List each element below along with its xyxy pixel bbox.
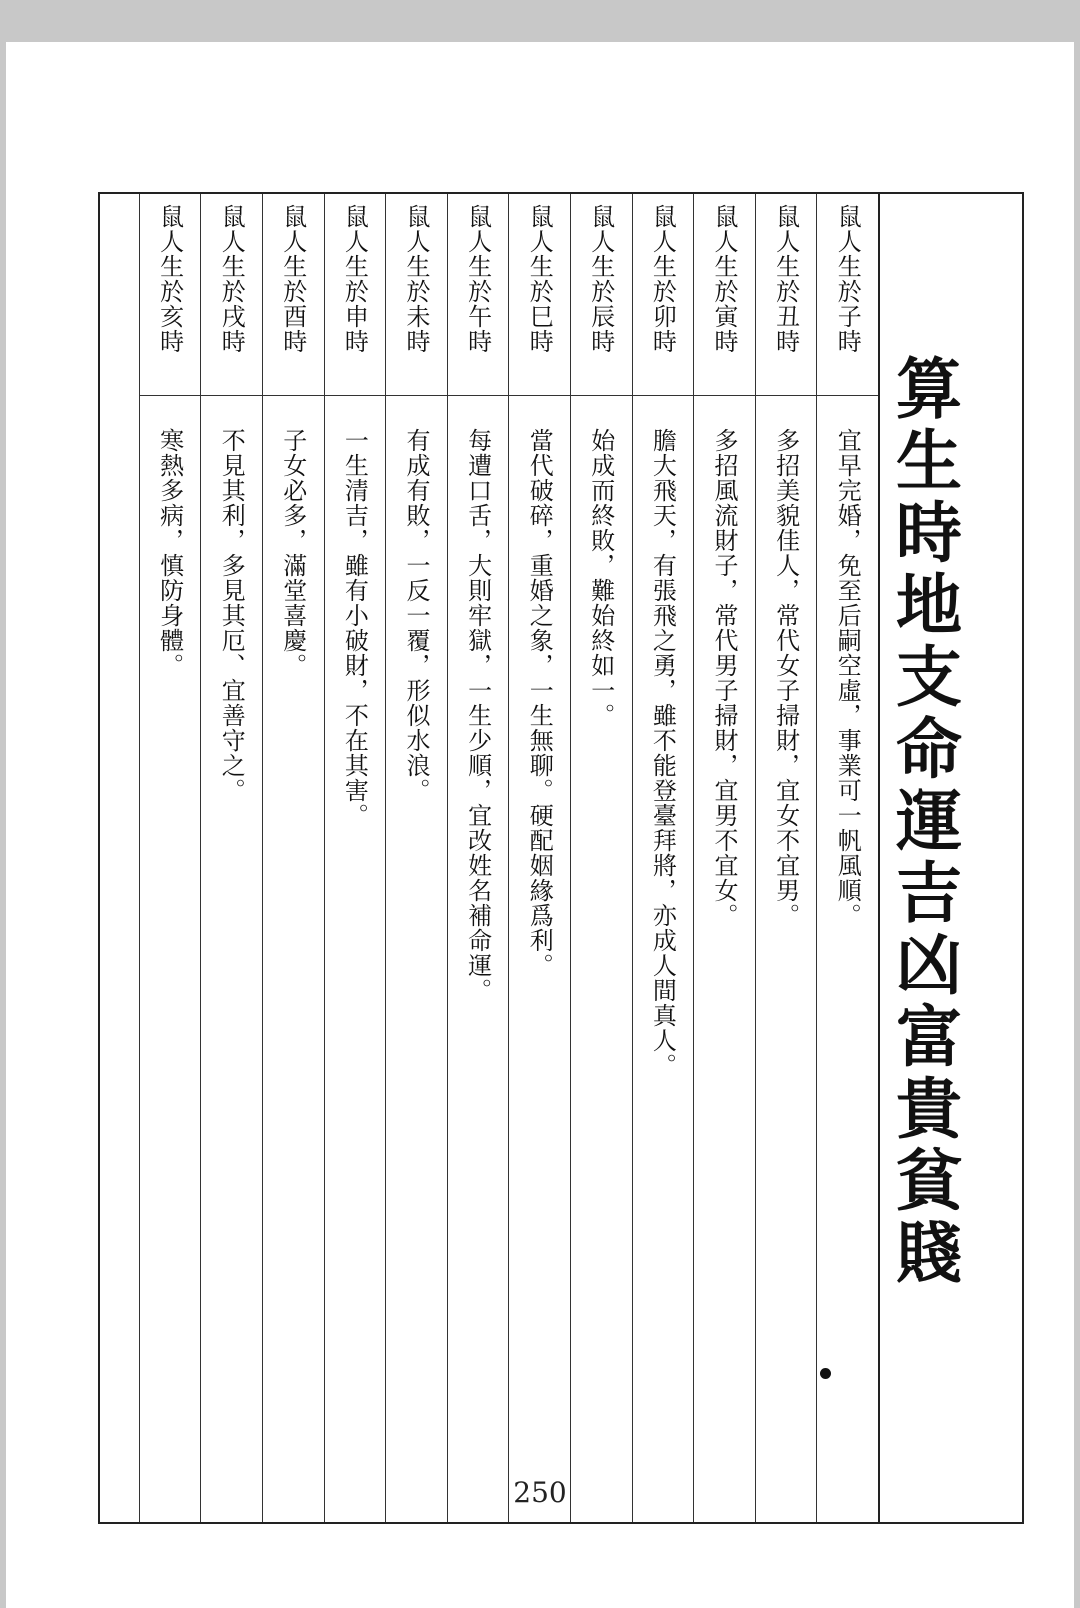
table-row xyxy=(755,194,817,1522)
row-label-cell xyxy=(756,194,817,396)
row-label-cell xyxy=(571,194,632,396)
row-label: 鼠人生於丑時 xyxy=(771,204,800,354)
row-label-cell xyxy=(325,194,386,396)
table-row xyxy=(385,194,447,1522)
table-row xyxy=(570,194,632,1522)
row-text-cell xyxy=(263,396,324,1522)
table-row xyxy=(693,194,755,1522)
row-text-cell xyxy=(448,396,509,1522)
row-label: 鼠人生於申時 xyxy=(340,204,369,354)
row-label: 鼠人生於午時 xyxy=(463,204,492,354)
row-text: 每遭口舌，大則牢獄，一生少順，宜改姓名補命運。 xyxy=(463,428,492,1003)
row-text-cell xyxy=(140,396,201,1522)
row-text: 膽大飛天，有張飛之勇，雖不能登臺拜將，亦成人間真人。 xyxy=(648,428,677,1078)
row-text: 宜早完婚，免至后嗣空虛，事業可一帆風順。 xyxy=(833,428,862,928)
row-label: 鼠人生於未時 xyxy=(401,204,430,354)
row-text-cell xyxy=(633,396,694,1522)
row-text: 寒熱多病，慎防身體。 xyxy=(155,428,184,678)
row-label: 鼠人生於卯時 xyxy=(648,204,677,354)
row-text: 一生清吉，雖有小破財，不在其害。 xyxy=(340,428,369,828)
row-text-cell xyxy=(509,396,570,1522)
table-row xyxy=(324,194,386,1522)
row-text-cell xyxy=(817,396,878,1522)
row-text-cell xyxy=(694,396,755,1522)
row-text: 多招美貌佳人，常代女子掃財，宜女不宜男。 xyxy=(771,428,800,928)
table-row xyxy=(139,194,201,1522)
row-text-cell xyxy=(571,396,632,1522)
row-text: 多招風流財子，常代男子掃財，宜男不宜女。 xyxy=(709,428,738,928)
row-label-cell xyxy=(817,194,878,396)
row-text: 始成而終敗，難始終如一。 xyxy=(586,428,615,728)
row-label-cell xyxy=(633,194,694,396)
page-number: 250 xyxy=(513,1476,567,1509)
row-label: 鼠人生於辰時 xyxy=(586,204,615,354)
row-label: 鼠人生於戌時 xyxy=(217,204,246,354)
table-row xyxy=(816,194,878,1522)
table-row xyxy=(508,194,570,1522)
bullet-dot xyxy=(820,1368,831,1379)
row-label: 鼠人生於酉時 xyxy=(278,204,307,354)
row-text-cell xyxy=(325,396,386,1522)
row-text: 有成有敗，一反一覆，形似水浪。 xyxy=(401,428,430,803)
row-text-cell xyxy=(201,396,262,1522)
row-label-cell xyxy=(263,194,324,396)
row-label-cell xyxy=(509,194,570,396)
row-label-cell xyxy=(694,194,755,396)
row-label: 鼠人生於寅時 xyxy=(709,204,738,354)
table-row xyxy=(200,194,262,1522)
book-page xyxy=(6,42,1074,1608)
row-text: 不見其利，多見其厄、宜善守之。 xyxy=(217,428,246,803)
row-label: 鼠人生於子時 xyxy=(833,204,862,354)
row-label-cell xyxy=(448,194,509,396)
row-text-cell xyxy=(386,396,447,1522)
row-label: 鼠人生於巳時 xyxy=(525,204,554,354)
table-row xyxy=(447,194,509,1522)
row-label-cell xyxy=(201,194,262,396)
table-row xyxy=(632,194,694,1522)
table-row xyxy=(262,194,324,1522)
row-text: 當代破碎，重婚之象，一生無聊。硬配姻緣爲利。 xyxy=(525,428,554,978)
row-text: 子女必多，滿堂喜慶。 xyxy=(278,428,307,678)
row-label: 鼠人生於亥時 xyxy=(155,204,184,354)
title-column xyxy=(878,194,966,1522)
row-label-cell xyxy=(140,194,201,396)
row-label-cell xyxy=(386,194,447,396)
row-text-cell xyxy=(756,396,817,1522)
table-frame xyxy=(98,192,1024,1524)
page-title: 算生時地支命運吉凶富貴貧賤 xyxy=(884,354,962,1290)
